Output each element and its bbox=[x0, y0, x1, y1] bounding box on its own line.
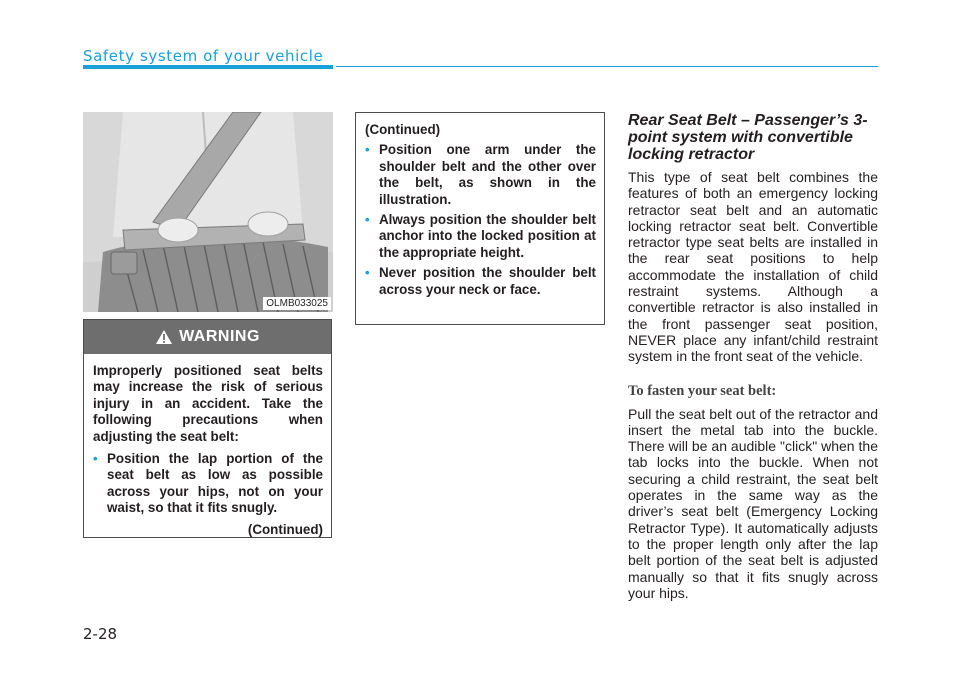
bullet-dot-icon: • bbox=[365, 142, 370, 158]
continued-bullet-text: Always position the shoulder belt anchor into the locked position at the appropriate height. bbox=[379, 212, 596, 260]
page-number: 2-28 bbox=[83, 625, 118, 643]
warning-header bbox=[84, 320, 331, 354]
figure-code: OLMB033025 bbox=[263, 297, 331, 310]
section-title: Safety system of your vehicle bbox=[83, 47, 324, 65]
continued-label: (Continued) bbox=[365, 122, 441, 137]
article-column bbox=[628, 112, 878, 601]
warning-continued: (Continued) bbox=[247, 521, 323, 537]
bullet-dot-icon: • bbox=[365, 212, 370, 228]
article-paragraph: Pull the seat belt out of the retractor and insert the metal tab into the buckle. There will be an audible "click" when the tab locks into the buckle. When not securing a child restraint, the seat belt operates in the same way as the driver’s seat belt (Emergency Locking Retractor Type). It automatically adjusts to the proper length only after the lap belt portion of the seat belt is adjusted manually so that it fits snugly across your hips. bbox=[628, 405, 878, 601]
continued-warning-box bbox=[355, 112, 605, 325]
bullet-dot-icon: • bbox=[365, 265, 370, 281]
header-rule-thick bbox=[83, 65, 333, 69]
warning-intro: Improperly positioned seat belts may increase the risk of serious injury in an accident. Take the following precautions when adjusting the seat belt: bbox=[93, 363, 323, 444]
continued-bullet bbox=[365, 142, 596, 208]
warning-box bbox=[83, 319, 332, 538]
continued-bullet-text: Never position the shoulder belt across your neck or face. bbox=[379, 265, 596, 297]
bullet-dot-icon: • bbox=[93, 451, 98, 467]
article-heading: Rear Seat Belt – Passenger’s 3-point system with convertible locking retractor bbox=[628, 112, 868, 163]
warning-bullet-text: Position the lap portion of the seat belt as low as possible across your hips, not on your waist, so that it fits snugly. bbox=[107, 451, 323, 516]
header-rule-thin bbox=[336, 66, 878, 67]
seat-belt-illustration bbox=[83, 112, 333, 312]
warning-triangle-icon bbox=[155, 329, 173, 345]
continued-bullet-text: Position one arm under the shoulder belt and the other over the belt, as shown in the illustration. bbox=[379, 142, 596, 207]
continued-bullet bbox=[365, 265, 596, 298]
warning-title: WARNING bbox=[179, 328, 260, 345]
warning-bullet bbox=[93, 451, 323, 517]
article-paragraph: This type of seat belt combines the features of both an emergency locking retractor seat belt and an automatic locking retractor seat belt. Convertible retractor type seat belts are installed in the rear seat positions to help accommodate the installation of child restraint systems. Although a convertible retractor is also installed in the front passenger seat position, NEVER place any infant/child restraint system in the front seat of the vehicle. bbox=[628, 169, 878, 365]
continued-bullet bbox=[365, 212, 596, 261]
article-subheading: To fasten your seat belt: bbox=[628, 382, 777, 399]
